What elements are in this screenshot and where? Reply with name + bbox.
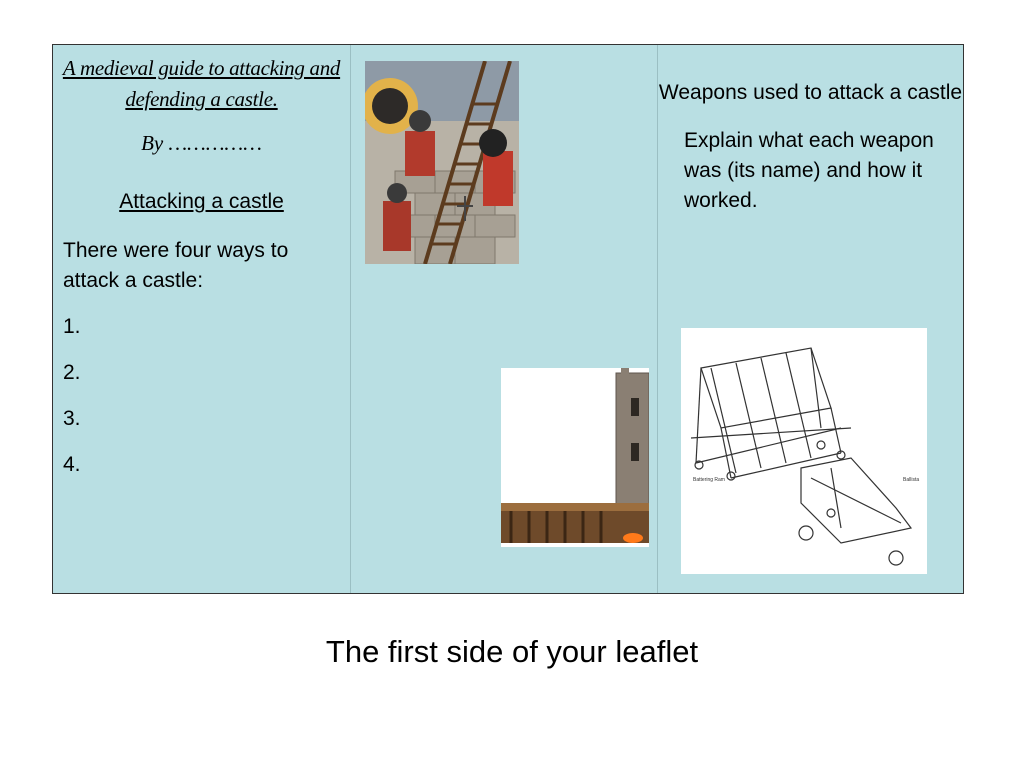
battering-ram-label: Battering Ram — [693, 477, 725, 483]
list-item: 1. — [63, 315, 81, 338]
castle-tower-illustration — [501, 368, 649, 547]
list-item: 3. — [63, 407, 81, 430]
intro-text: There were four ways to attack a castle: — [63, 239, 289, 292]
weapons-heading: Weapons used to attack a castle — [658, 81, 963, 104]
ballista-label: Ballista — [903, 477, 920, 483]
list-item: 2. — [63, 361, 81, 384]
panel-middle — [351, 45, 658, 593]
list-item: 4. — [63, 453, 81, 476]
section-heading: Attacking a castle — [119, 190, 284, 213]
leaflet-title: A medieval guide to attacking and defending a castle. — [62, 56, 341, 111]
byline: By …………… — [141, 131, 262, 155]
panel-right — [658, 45, 963, 593]
slide-caption: The first side of your leaflet — [325, 634, 699, 669]
leaflet-page — [52, 44, 964, 594]
siege-weapons-illustration — [681, 328, 927, 574]
instruction-text: Explain what each weapon was (its name) and how it worked. — [684, 129, 934, 212]
castle-siege-illustration — [365, 61, 519, 264]
panel-left — [53, 45, 351, 593]
